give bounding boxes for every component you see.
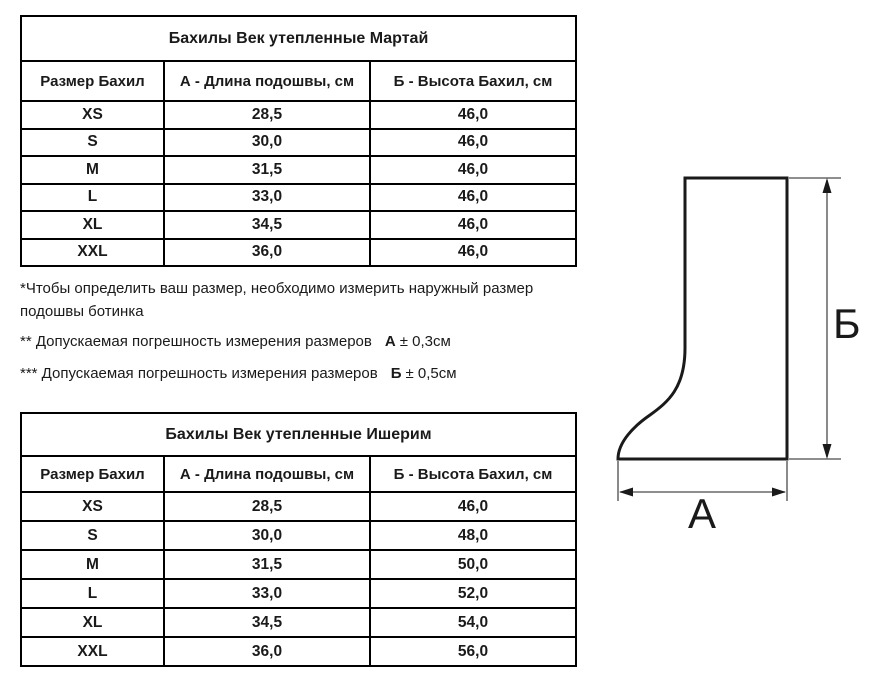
size-table-isherim [20,412,577,667]
table-row [21,211,576,239]
boot-height-cell: 48,0 [370,521,576,550]
footnote-tolerance-b-text: *** Допускаемая погрешность измерения размеров [20,365,378,382]
sole-length-cell: 33,0 [164,184,370,212]
table-isherim-header-row [21,456,576,492]
table-row [21,184,576,212]
footnote-tolerance-a [20,330,451,353]
column-header-boot-height: Б - Высота Бахил, см [370,456,576,492]
size-cell: S [21,129,164,157]
table-row [21,101,576,129]
table-martay-title: Бахилы Век утепленные Мартай [21,16,576,61]
boot-height-cell: 56,0 [370,637,576,666]
boot-height-cell: 46,0 [370,156,576,184]
sole-length-cell: 30,0 [164,521,370,550]
table-row [21,239,576,267]
column-header-size: Размер Бахил [21,456,164,492]
size-cell: XS [21,101,164,129]
boot-height-cell: 50,0 [370,550,576,579]
sole-length-cell: 31,5 [164,550,370,579]
column-header-sole-length: А - Длина подошвы, см [164,456,370,492]
table-row [21,579,576,608]
column-header-boot-height: Б - Высота Бахил, см [370,61,576,101]
width-arrow-right [772,488,786,497]
size-cell: L [21,579,164,608]
boot-height-cell: 46,0 [370,211,576,239]
sole-length-cell: 36,0 [164,239,370,267]
size-cell: XL [21,211,164,239]
table-row [21,637,576,666]
size-cell: XL [21,608,164,637]
boot-height-cell: 46,0 [370,492,576,521]
boot-height-cell: 52,0 [370,579,576,608]
boot-outline [618,178,787,459]
size-cell: M [21,156,164,184]
sole-length-cell: 34,5 [164,211,370,239]
dimension-letter-a: А [384,333,396,350]
boot-diagram [600,140,872,540]
footnote-tolerance-a-value: ± 0,3см [399,333,451,350]
table-row [21,492,576,521]
footnote-measure-instruction: *Чтобы определить ваш размер, необходимо измерить наружный размер подошвы ботинка [20,280,534,320]
column-header-sole-length: А - Длина подошвы, см [164,61,370,101]
boot-height-cell: 54,0 [370,608,576,637]
height-arrow-up [823,178,832,193]
table-row [21,521,576,550]
column-header-size: Размер Бахил [21,61,164,101]
sole-length-cell: 28,5 [164,492,370,521]
table-martay-header-row [21,61,576,101]
boot-height-cell: 46,0 [370,101,576,129]
width-dimension-label: А [687,490,717,537]
size-table-martay [20,15,577,267]
size-cell: XXL [21,239,164,267]
dimension-letter-b: Б [390,365,402,382]
footnote-tolerance-b-value: ± 0,5см [405,365,457,382]
size-cell: M [21,550,164,579]
boot-height-cell: 46,0 [370,184,576,212]
sole-length-cell: 31,5 [164,156,370,184]
table-isherim-title: Бахилы Век утепленные Ишерим [21,413,576,456]
height-dimension-label: Б [833,300,861,347]
size-cell: XS [21,492,164,521]
size-cell: XXL [21,637,164,666]
width-arrow-left [619,488,633,497]
table-row [21,156,576,184]
boot-height-cell: 46,0 [370,129,576,157]
size-cell: S [21,521,164,550]
table-row [21,608,576,637]
footnote-tolerance-a-text: ** Допускаемая погрешность измерения размеров [20,333,372,350]
sole-length-cell: 30,0 [164,129,370,157]
sole-length-cell: 28,5 [164,101,370,129]
table-row [21,550,576,579]
footnote-tolerance-b [20,362,457,385]
size-cell: L [21,184,164,212]
sole-length-cell: 33,0 [164,579,370,608]
height-arrow-down [823,444,832,459]
sole-length-cell: 34,5 [164,608,370,637]
boot-height-cell: 46,0 [370,239,576,267]
sole-length-cell: 36,0 [164,637,370,666]
table-row [21,129,576,157]
